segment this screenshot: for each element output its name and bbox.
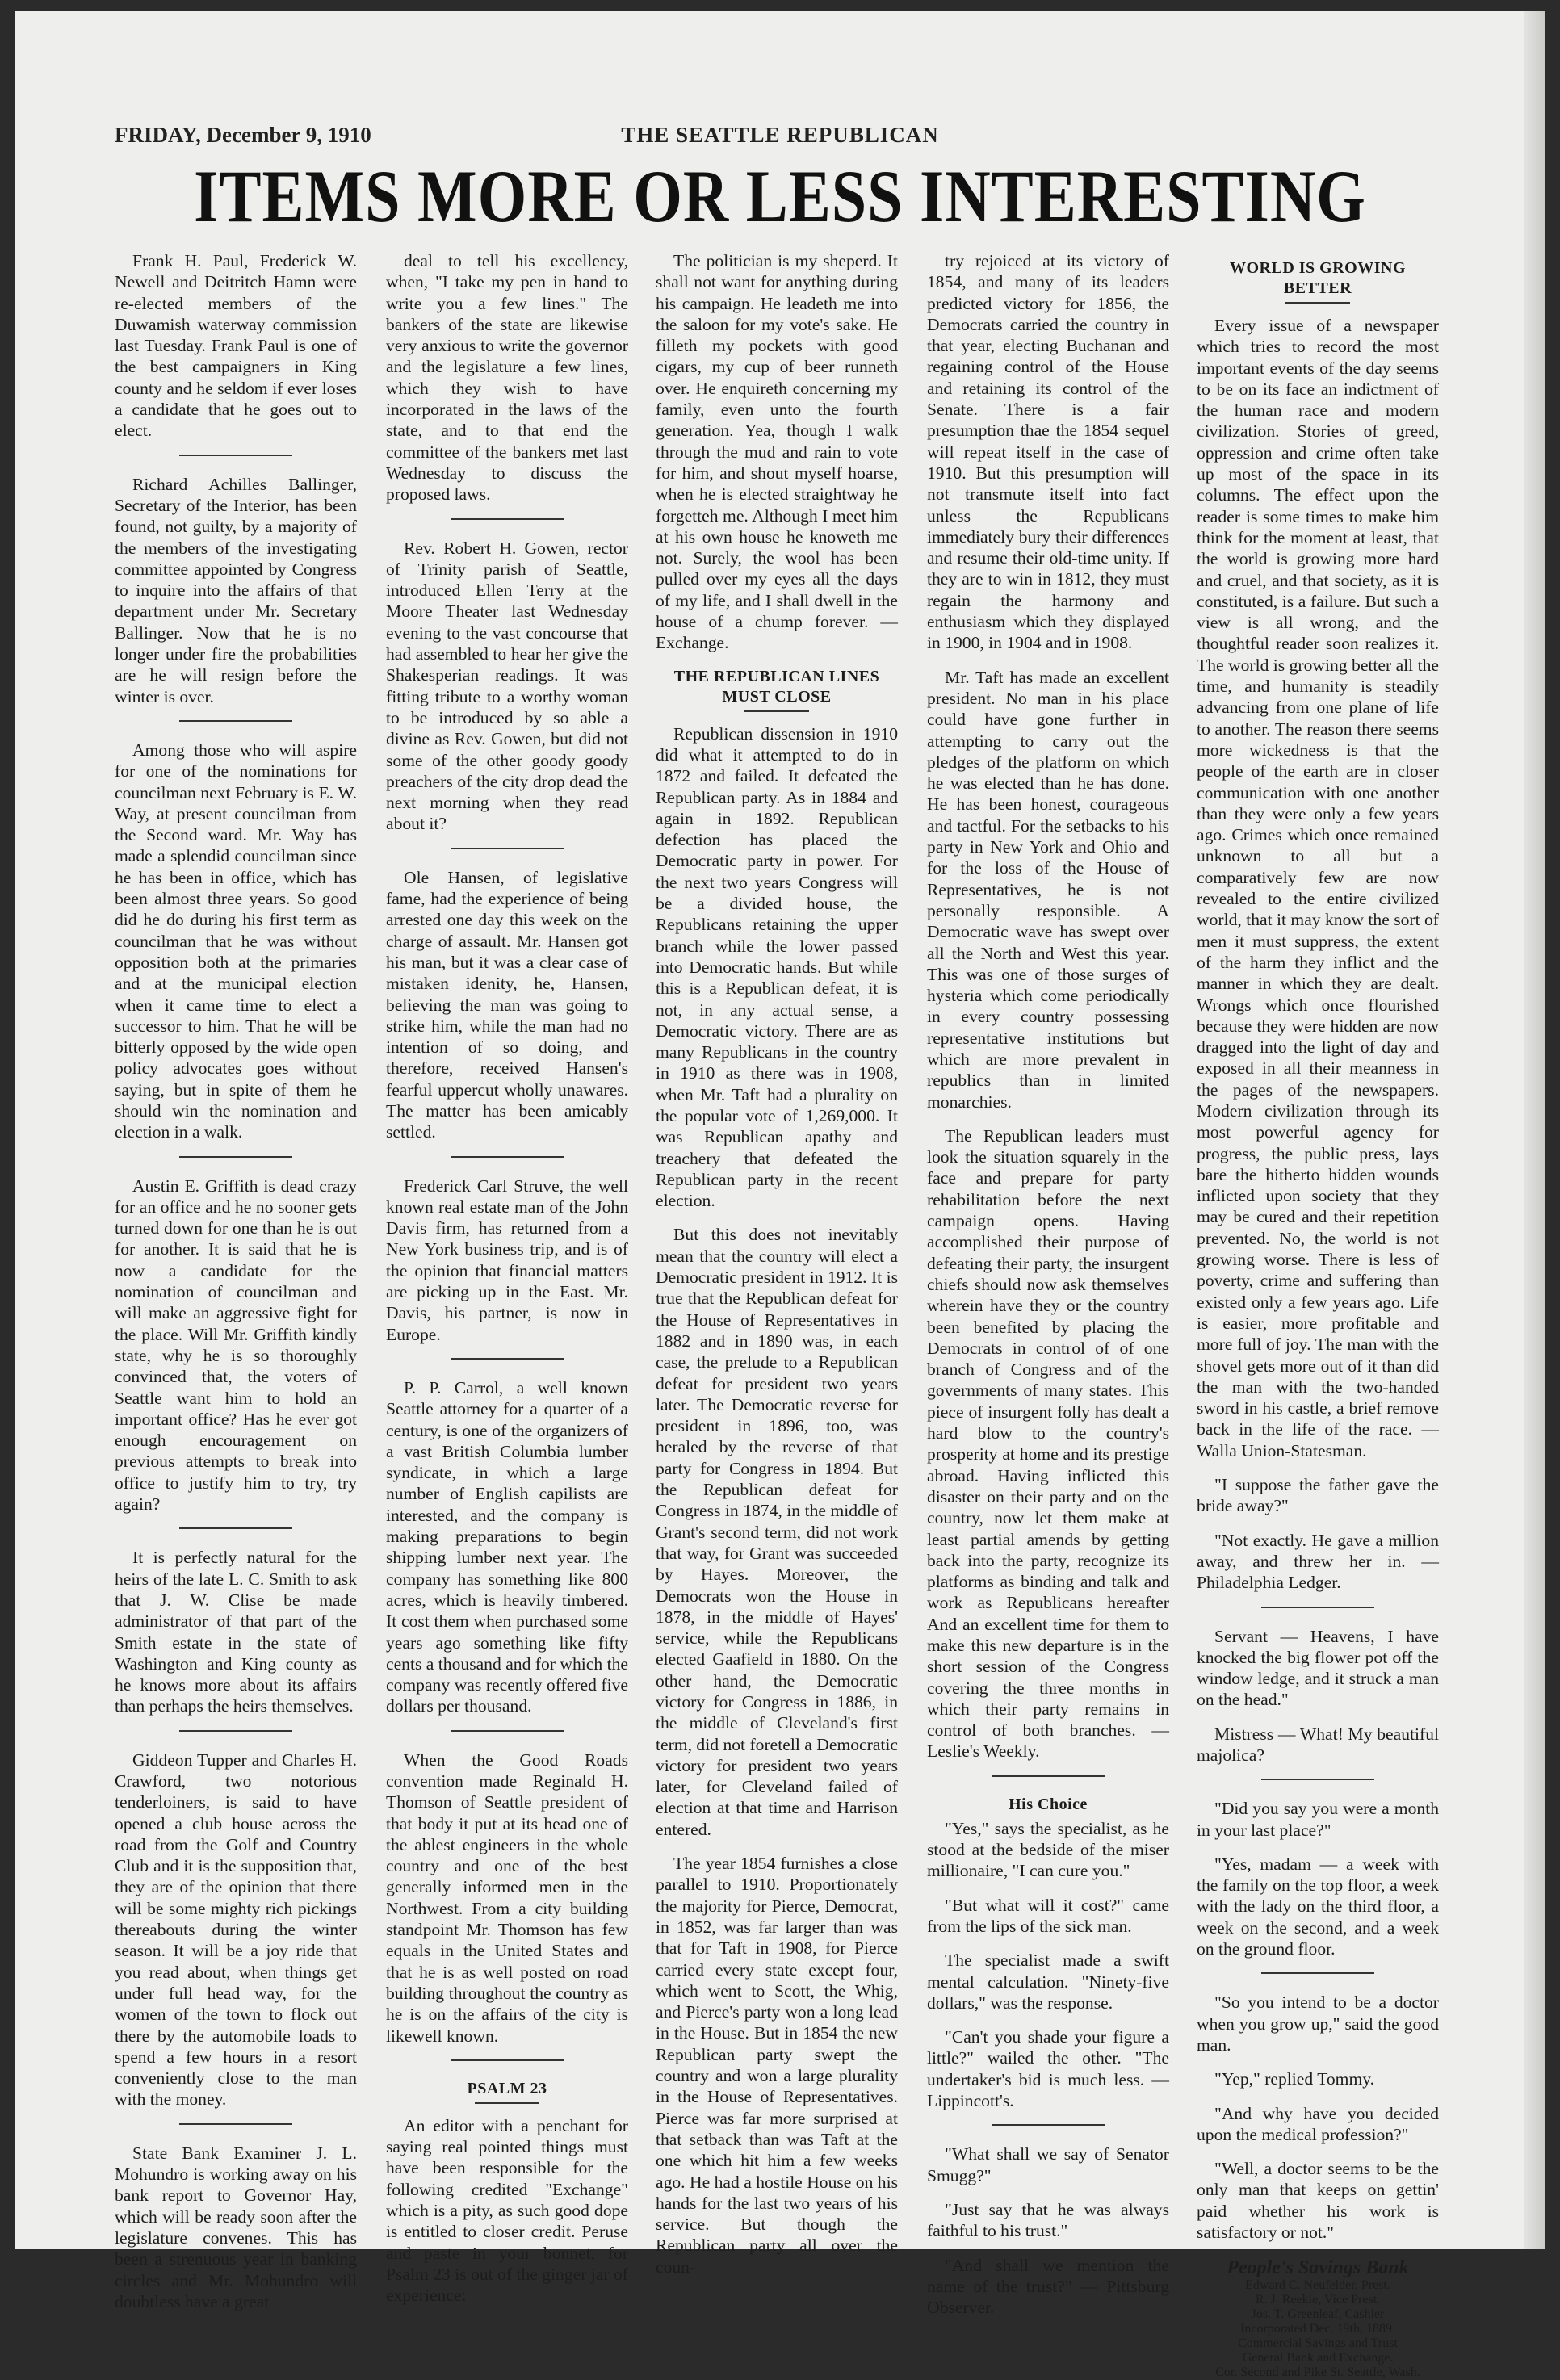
item-paragraph: When the Good Roads convention made Reginald H. Thomson of Seattle president of that body it put at its head one of the ablest engineers in the whole country and one of the best generally informed men in the Northwest. From a city building standpoint Mr. Thomson has few equals in the United States and that he is as well posted on road building throughout the country as he is on the affairs of the city is likewell known. xyxy=(386,1749,628,2046)
item-paragraph: try rejoiced at its victory of 1854, and many of its leaders predicted victory for 1856, the Democrats carried the country in that year, electing Buchanan and regaining control of the House and retaining its control of the Senate. There is a fair presumption thae the 1854 sequel will repeat itself in the case of 1910. But this presumption will not transmute itself into fact unless the Republicans immediately bury their differences and resume their old-time unity. If they are to win in 1812, they must regain the harmony and enthusiasm which they displayed in 1900, in 1904 and in 1908. xyxy=(927,251,1169,653)
item-divider xyxy=(992,1775,1105,1777)
item-paragraph: Servant — Heavens, I have knocked the big flower pot off the window ledge, and it struck a man on the head." xyxy=(1197,1626,1439,1710)
item-paragraph: The politician is my sheperd. It shall not want for anything during his campaign. He leadeth me into the saloon for my vote's sake. He filleth my pockets with good cigars, my cup of beer runneth over. He enquireth concerning my family, even unto the fourth generation. Yea, though I walk through the mud and rain to vote for him, and shout myself hoarse, when he is elected straightway he forgetteh me. Although I meet him at his own house he knoweth me not. Surely, the wool has been pulled over my eyes all the days of my life, and I shall dwell in the house of a chump forever. — Exchange. xyxy=(656,251,898,653)
section-heading-world: WORLD IS GROWING BETTER xyxy=(1229,259,1407,297)
section-heading-choice: His Choice xyxy=(1009,1795,1088,1813)
item-paragraph: The year 1854 furnishes a close parallel to 1910. Proportionately the majority for Pierce, Democrat, in 1852, was far larger than was that for Taft in 1908, for Pierce carried every state except four, which went to Scott, the Whig, and Pierce's party won a long lead in the House. But in 1854 the new Republican party swept the country and won a large plurality in the House of Representatives. Pierce was far more surprised at that setback than was Taft at the one which hit him a few weeks ago. He had a hostile House on his hands for the last two years of his service. But though the Republican party all over the coun- xyxy=(656,1854,898,2277)
item-paragraph: Austin E. Griffith is dead crazy for an office and he no sooner gets turned down for one than he is out for another. It is said that he is now a candidate for the nomination of councilman and will make an aggressive fight for the place. Will Mr. Griffith kindly state, why he is so thoroughly convinced that, the voters of Seattle want him to hold an important office? Has he ever got enough encouragement on previous attempts to break into office to justify him to try, try again? xyxy=(115,1175,357,1515)
item-divider xyxy=(179,1730,292,1732)
ad-line: Jos. T. Greenleaf, Cashier xyxy=(1251,2307,1385,2322)
item-divider xyxy=(179,1156,292,1158)
item-divider xyxy=(451,518,564,520)
bank-advertisement xyxy=(1197,2257,1439,2380)
ad-line: Commercial Savings and Trust xyxy=(1238,2336,1398,2351)
item-divider xyxy=(179,1527,292,1529)
ad-line: R. J. Reekie, Vice Prest. xyxy=(1255,2293,1381,2307)
newspaper-page xyxy=(15,11,1545,2380)
item-paragraph: Mr. Taft has made an excellent president. No man in his place could have gone further in attempting to carry out the pledges of the platform on which he was elected than he has done. He has been honest, courageous and tactful. For the setbacks to his party in New York and Ohio and for the loss of the House of Representatives, he is not personally responsible. A Democratic wave has swept over all the North and West this year. This was one of those surges of hysteria which come periodically in every country possessing representative institutions but which are more prevalent in republics than in limited monarchies. xyxy=(927,667,1169,1112)
item-paragraph: The Republican leaders must look the situation squarely in the face and prepare for party rehabilitation before the next campaign opens. Having accomplished their purpose of defeating their party, the insurgent chiefs should now ask themselves wherein have they or the country been benefited by placing the Democrats in control of of one branch of Congress and of the governments of many states. This piece of insurgent folly has dealt a hard blow to the country's prosperity at home and its prestige abroad. Having inflicted this disaster on their party and on the country, now let them make at least partial amends by getting back into the party, recognize its platforms as binding and talk and work as Republicans hereafter And an excellent time for them to make this new departure is in the short session of the Congress covering the three months in which their party remains in control of both branches. — Leslie's Weekly. xyxy=(927,1125,1169,1762)
item-paragraph: Rev. Robert H. Gowen, rector of Trinity parish of Seattle, introduced Ellen Terry at the Moore Theater last Wednesday evening to the vast concourse that had assembled to hear her give the Shakesperian readings. It was fitting tribute to a worthy woman to be introduced by so able a divine as Rev. Gowen, but did not some of the other goody goody preachers of the city drop dead the next morning when they read about it? xyxy=(386,538,628,834)
page-headline: ITEMS MORE OR LESS INTERESTING xyxy=(194,154,1366,237)
item-paragraph: "Did you say you were a month in your last place?" xyxy=(1197,1799,1439,1840)
heading-rule xyxy=(744,710,809,712)
item-divider xyxy=(1261,1779,1374,1780)
item-divider xyxy=(1261,1972,1374,1974)
item-paragraph: State Bank Examiner J. L. Mohundro is working away on his bank report to Governor Hay, which will be ready soon after the legislature convenes. This has been a strenuous year in banking circles and Mr. Mohundro will doubtless have a great xyxy=(115,2143,357,2311)
item-paragraph: Among those who will aspire for one of the nominations for councilman next February is E. W. Way, at present councilman from the Second ward. Mr. Way has made a splendid councilman since he has been in office, which has been almost three years. So good did he do during his first term as councilman that he was without opposition both at the primaries and at the municipal election when it came time to elect a successor to him. That he will be bitterly opposed by the wide open policy advocates goes without saying, but in spite of them he should win the nomination and election in a walk. xyxy=(115,740,357,1142)
item-divider xyxy=(179,720,292,722)
item-paragraph: "I suppose the father gave the bride away?" xyxy=(1197,1475,1439,1516)
item-paragraph: An editor with a penchant for saying real pointed things must have been responsible for the following credited "Exchange" which is a pity, as such good dope is entitled to closer credit. Peruse and paste in your bonnet, for Psalm 23 is out of the ginger jar of experience: xyxy=(386,2115,628,2306)
ad-line: General Bank and Exchange. xyxy=(1242,2351,1394,2365)
item-paragraph: It is perfectly natural for the heirs of the late L. C. Smith to ask that J. W. Clise be made administrator of that part of the Smith estate in the state of Washington and King county as he knows more about its affairs than perhaps the heirs themselves. xyxy=(115,1548,357,1716)
item-paragraph: "So you intend to be a doctor when you grow up," said the good man. xyxy=(1197,1992,1439,2055)
item-paragraph: "And why have you decided upon the medical profession?" xyxy=(1197,2103,1439,2144)
issue-date: FRIDAY, December 9, 1910 xyxy=(115,123,371,147)
column-1 xyxy=(115,250,357,2311)
item-divider xyxy=(992,2124,1105,2126)
item-paragraph: "But what will it cost?" came from the lips of the sick man. xyxy=(927,1895,1169,1936)
item-paragraph: "And shall we mention the name of the trust?" — Pittsburg Observer. xyxy=(927,2255,1169,2318)
item-paragraph: P. P. Carrol, a well known Seattle attorney for a quarter of a century, is one of the organizers of a vast British Columbia lumber syndicate, in which a large number of English capilists are interested, and the company is making preparations to begin shipping lumber next year. The company has something like 800 acres, which is heavily timbered. It cost them when purchased some years ago something like fifty cents a thousand and for which the company was recently offered five dollars per thousand. xyxy=(386,1377,628,1716)
section-heading-psalm: PSALM 23 xyxy=(467,2079,547,2097)
ad-line: Edward C. Neufelder, Prest. xyxy=(1245,2278,1390,2293)
item-paragraph: "Yes, madam — a week with the family on the top floor, a week with the lady on the third floor, a week on the second, and a week on the ground floor. xyxy=(1197,1854,1439,1959)
item-paragraph: "Not exactly. He gave a million away, and threw her in. — Philadelphia Ledger. xyxy=(1197,1530,1439,1593)
column-2 xyxy=(386,250,628,2306)
item-paragraph: "Can't you shade your figure a little?" wailed the other. "The undertaker's bid is much less. — Lippincott's. xyxy=(927,2027,1169,2111)
item-paragraph: "What shall we say of Senator Smugg?" xyxy=(927,2144,1169,2185)
item-divider xyxy=(179,455,292,456)
item-divider xyxy=(451,2059,564,2061)
item-divider xyxy=(451,1730,564,1732)
column-5 xyxy=(1197,250,1439,2380)
item-divider xyxy=(179,2123,292,2125)
item-paragraph: Richard Achilles Ballinger, Secretary of the Interior, has been found, not guilty, by a majority of the members of the investigating committee appointed by Congress to inquire into the affairs of that department under Mr. Secretary Ballinger. Now that he is no longer under fire the probabilities are he will resign before the winter is over. xyxy=(115,474,357,706)
column-4 xyxy=(927,250,1169,2318)
heading-rule xyxy=(475,2102,539,2104)
masthead xyxy=(15,123,1545,155)
item-divider xyxy=(451,848,564,849)
item-paragraph: Mistress — What! My beautiful majolica? xyxy=(1197,1724,1439,1765)
item-paragraph: deal to tell his excellency, when, "I take my pen in hand to write you a few lines." The bankers of the state are likewise very anxious to write the governor and the legislature a few lines, which they wish to have incorporated in the laws of the state, and to that end the committee of the bankers met last Wednesday to discuss the proposed laws. xyxy=(386,251,628,505)
item-paragraph: Frederick Carl Struve, the well known real estate man of the John Davis firm, has returned from a New York business trip, and is of the opinion that financial matters are picking up in the East. Mr. Davis, his partner, is now in Europe. xyxy=(386,1175,628,1344)
item-paragraph: "Yep," replied Tommy. xyxy=(1214,2069,1375,2089)
item-divider xyxy=(451,1358,564,1360)
section-heading-republican: THE REPUBLICAN LINES MUST CLOSE xyxy=(673,667,880,706)
ad-line: Cor. Second and Pike St. Seattle, Wash. xyxy=(1215,2365,1420,2380)
item-paragraph: Ole Hansen, of legislative fame, had the experience of being arrested one day this week on the charge of assault. Mr. Hansen got his man, but it was a clear case of mistaken idenity, he, Hansen, believing the man was going to strike him, while the man had no intention of so doing, and therefore, received Hansen's fearful uppercut wholly unawares. The matter has been amicably settled. xyxy=(386,867,628,1142)
item-paragraph: "Just say that he was always faithful to his trust." xyxy=(927,2199,1169,2241)
item-paragraph: The specialist made a swift mental calculation. "Ninety-five dollars," was the response. xyxy=(927,1951,1169,2013)
item-paragraph: "Well, a doctor seems to be the only man that keeps on gettin' paid whether his work is satisfactory or not." xyxy=(1197,2159,1439,2243)
bank-name: People's Savings Bank xyxy=(1227,2257,1409,2279)
item-paragraph: Republican dissension in 1910 did what it attempted to do in 1872 and failed. It defeated the Republican party. As in 1884 and again in 1892. Republican defection has placed the Democratic party in power. For the next two years Congress will be a divided house, the Republicans retaining the upper branch while the lower passed into Democratic hands. But while this is a Republican defeat, it is not, in any actual sense, a Democratic victory. There are as many Republicans in the country in 1910 as there was in 1908, when Mr. Taft had a plurality on the popular vote of 1,269,000. It was Republican apathy and treachery that defeated the Republican party in the recent election. xyxy=(656,723,898,1211)
item-paragraph: Giddeon Tupper and Charles H. Crawford, two notorious tenderloiners, is said to have opened a club house across the road from the Golf and Country Club and it is the supposition that, they are of the opinion that there will be some mighty rich pickings thereabouts during the winter season. It will be a joy ride that you read about, when things get under full head way, for the women of the town to flock out there by the automobile loads to spend a few hours in a resort conveniently close to the man with the money. xyxy=(115,1749,357,2110)
column-3 xyxy=(656,250,898,2277)
item-divider xyxy=(1261,1607,1374,1608)
item-paragraph: Every issue of a newspaper which tries to record the most important events of the day seems to be on its face an indictment of the human race and modern civilization. Stories of greed, oppression and crime often take up most of the space in its columns. The effect upon the reader is some times to make him think for the moment at least, that the world is growing more hard and cruel, and that society, as it is constituted, is a failure. But such a view is all wrong, and the thoughtful reader soon realizes it. The world is growing better all the time, and humanity is steadily advancing from one plane of life to another. The reason there seems more wickedness is that the people of the earth are in closer communication with one another than they were only a few years ago. Crimes which once remained unknown to all but a comparatively few are now revealed to the entire civilized world, that it may know the sort of men it must suppress, the extent of the harm they inflict and the manner in which they are dealt. Wrongs which once flourished because they were hidden are now dragged into the light of day and exposed in all their meanness in the pages of the newspapers. Modern civilization through its most powerful agency for progress, the public press, lays bare the hitherto hidden wounds inflicted upon society that they may be cured and their repetition prevented. No, the world is not growing worse. There is less of poverty, crime and suffering than existed only a few years ago. Life is easier, more profitable and more full of joy. The man with the shovel gets more out of it than did the man with the two-handed sword in his castle, a brief remove back in the life of the race. — Walla Union-Statesman. xyxy=(1197,316,1439,1460)
item-paragraph: Frank H. Paul, Frederick W. Newell and Deitritch Hamn were re-elected members of the Duwamish waterway commission last Tuesday. Frank Paul is one of the best campaigners in King county and he seldom if ever loses a candidate that he goes out to elect. xyxy=(115,251,357,441)
item-paragraph: But this does not inevitably mean that the country will elect a Democratic president in 1912. It is true that the Republican defeat for the House of Representatives in 1882 and in 1890 was, in each case, the prelude to a Republican defeat for president two years later. The Democratic reverse for president in 1896, too, was heraled by the reverse of that party for Congress in 1894. But the Republican defeat for Congress in 1874, in the middle of Grant's second term, did not work that way, for Grant was succeeded by Hayes. Moreover, the Democrats won the House in 1878, in the middle of Hayes' service, while the Republicans elected Gaafield in 1880. On the other hand, the Democratic victory for Congress in 1886, in the middle of Cleveland's first term, did not foretell a Democratic victory for president two years later, for Cleveland failed of election at that time and Harrison entered. xyxy=(656,1225,898,1839)
item-paragraph: "Yes," says the specialist, as he stood at the bedside of the miser millionaire, "I can cure you." xyxy=(927,1818,1169,1881)
paper-name: THE SEATTLE REPUBLICAN xyxy=(621,123,939,147)
ad-line: Incorporated Dec. 19th, 1889. xyxy=(1240,2322,1395,2336)
heading-rule xyxy=(1285,302,1350,304)
item-divider xyxy=(451,1156,564,1158)
